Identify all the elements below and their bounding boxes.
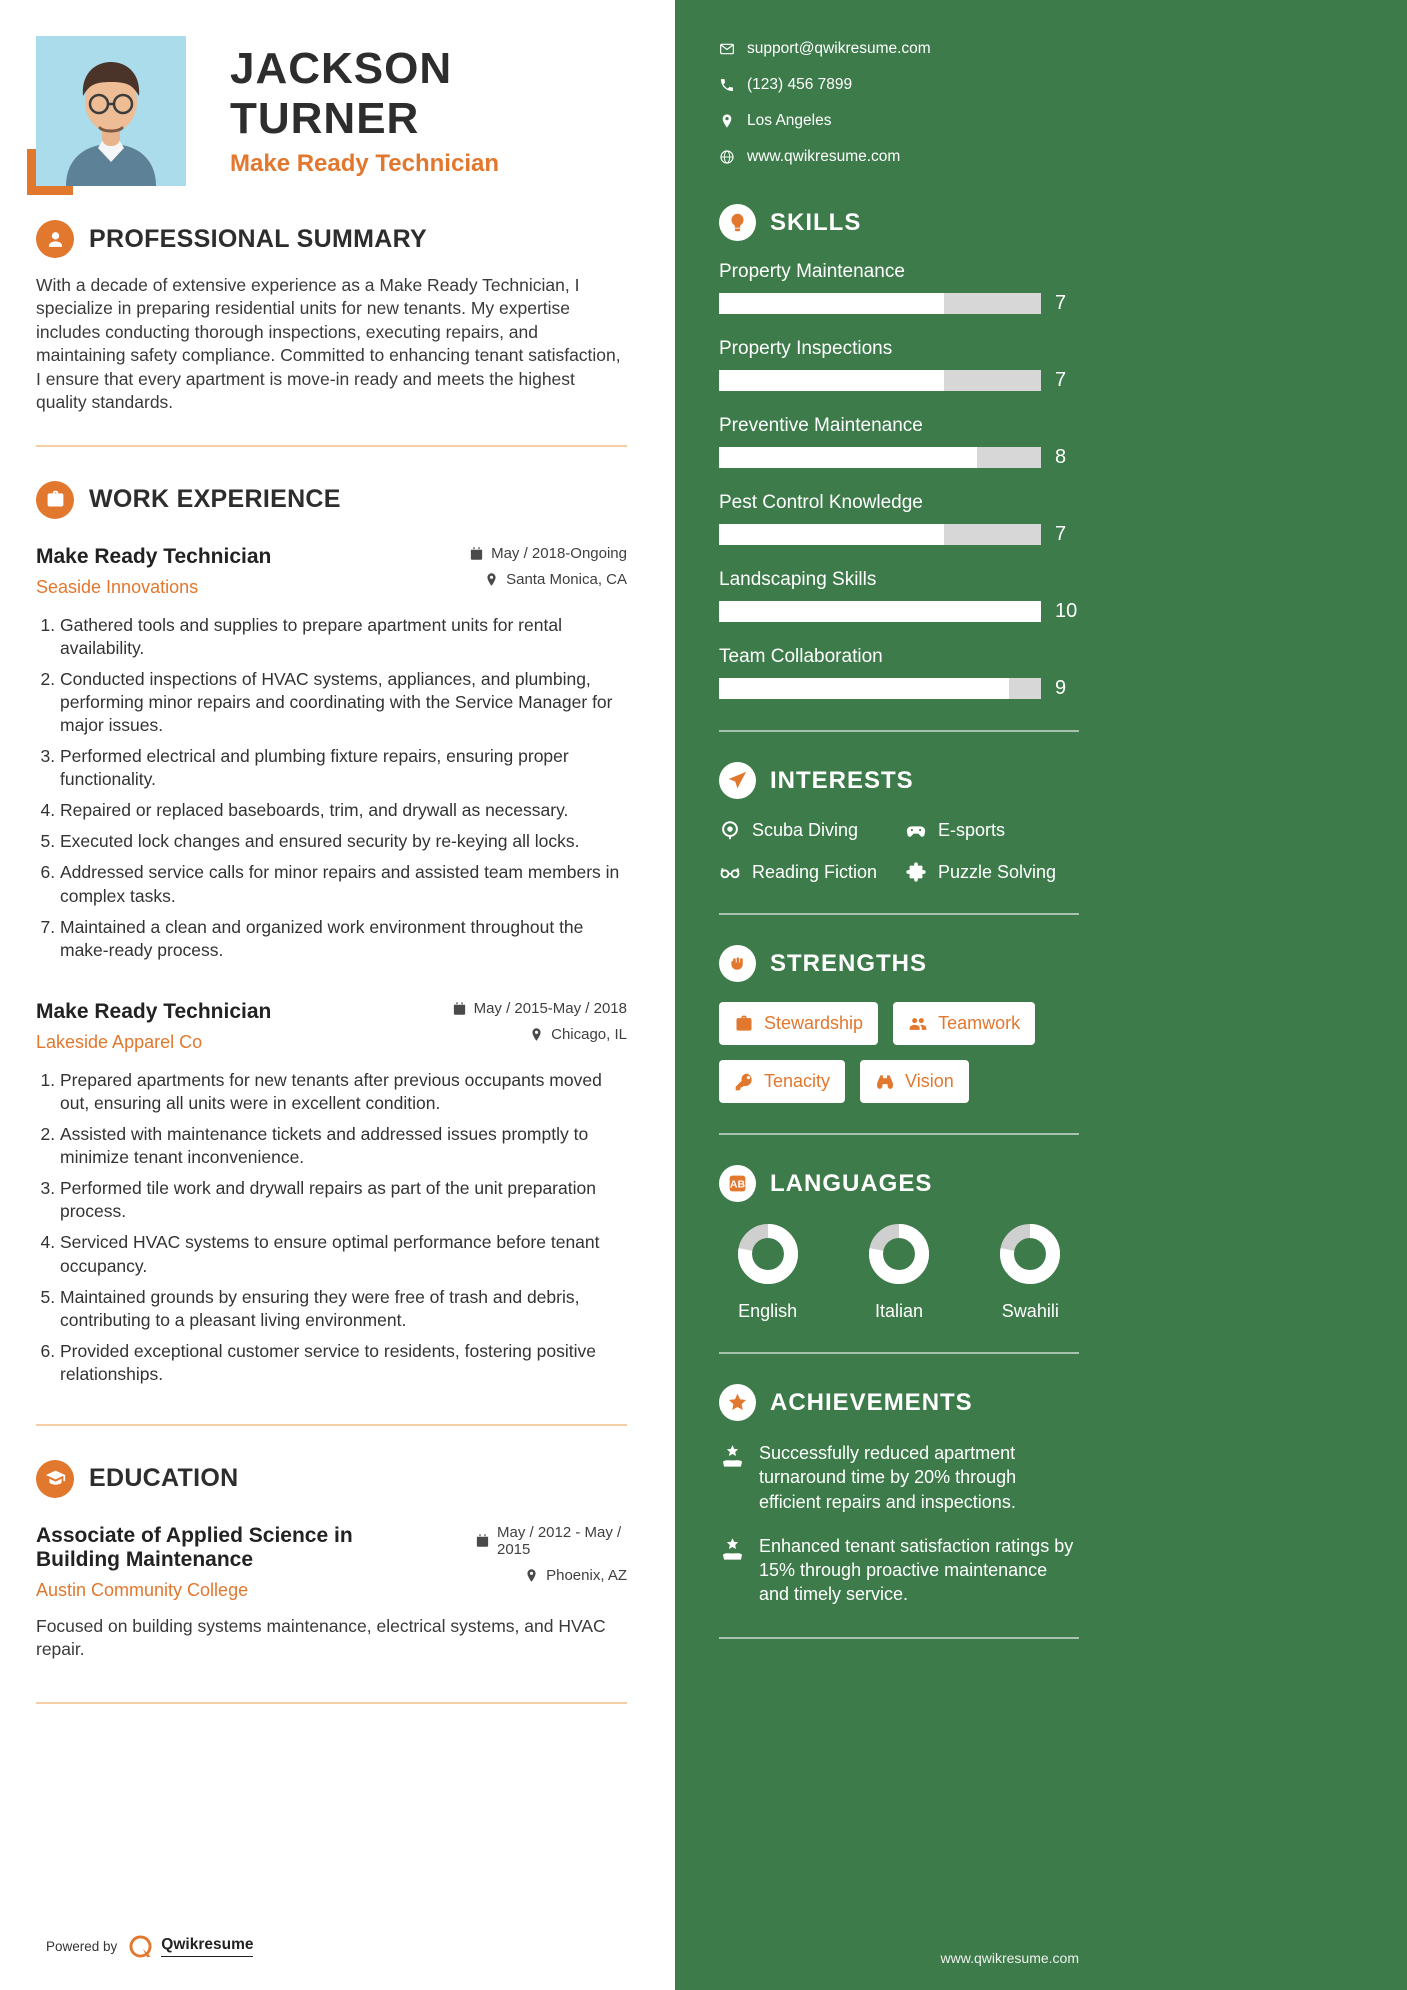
- strengths-heading: STRENGTHS: [770, 949, 928, 977]
- hand-star-icon: [719, 1536, 746, 1563]
- profile-photo-frame: [36, 36, 186, 186]
- skill-bar-row: [719, 677, 1079, 700]
- education-dates: May / 2012 - May / 2015: [497, 1523, 622, 1558]
- job-title-block: [36, 1000, 271, 1053]
- qwikresume-brand-name: Qwikresume: [161, 1936, 253, 1957]
- briefcase-icon: [36, 481, 74, 519]
- strength-label: Vision: [905, 1071, 954, 1091]
- job-bullet: 4. Repaired or replaced baseboards, trim, and drywall as necessary.: [60, 799, 627, 822]
- job-bullet: 2. Assisted with maintenance tickets and addressed issues promptly to minimize tenant inconvenience.: [60, 1123, 627, 1169]
- globe-icon: [719, 149, 735, 165]
- job-entry: [36, 545, 627, 962]
- job-entry: [36, 1000, 627, 1386]
- skill-bar: [719, 524, 1041, 545]
- people-group-icon: [908, 1014, 928, 1034]
- education-location: Phoenix, AZ: [546, 1566, 627, 1584]
- job-meta: [392, 545, 627, 597]
- calendar-icon: [469, 546, 484, 561]
- language-name: Italian: [874, 1301, 924, 1321]
- contact-location-row: [719, 112, 1079, 130]
- skill-bar-fill: [719, 293, 944, 314]
- paper-plane-icon: [719, 762, 756, 799]
- skill-bar-fill: [719, 524, 944, 545]
- job-bullet: 1. Prepared apartments for new tenants after previous occupants moved out, ensuring all units were in excellent condition.: [60, 1069, 627, 1115]
- skill-item: [719, 569, 1079, 623]
- skill-bar-row: [719, 600, 1079, 623]
- skill-item: [719, 261, 1079, 315]
- job-title: Make Ready Technician: [36, 544, 272, 568]
- achievements-heading: ACHIEVEMENTS: [770, 1388, 973, 1416]
- svg-text:AB: AB: [729, 1178, 746, 1191]
- job-header: [36, 1000, 627, 1053]
- divider: [719, 1352, 1079, 1354]
- job-bullet: 4. Serviced HVAC systems to ensure optimal performance before tenant occupancy.: [60, 1231, 627, 1277]
- envelope-icon: [719, 41, 735, 57]
- graduation-cap-icon: [36, 1460, 74, 1498]
- achievements-list: [719, 1441, 1079, 1607]
- candidate-job-title: Make Ready Technician: [230, 150, 499, 177]
- interest-label: Scuba Diving: [752, 819, 859, 840]
- work-section-header: [36, 481, 627, 519]
- divider: [719, 1637, 1079, 1639]
- education-section-header: [36, 1460, 627, 1498]
- divider: [36, 1424, 627, 1426]
- skill-bar-fill: [719, 601, 1041, 622]
- skill-bar-row: [719, 523, 1079, 546]
- sidebar-footer-website[interactable]: www.qwikresume.com: [940, 1950, 1079, 1966]
- location-pin-icon: [529, 1027, 544, 1042]
- interest-item: [905, 861, 1079, 883]
- job-header: [36, 545, 627, 598]
- hand-star-icon: [719, 1443, 746, 1470]
- contact-website-row: [719, 148, 1079, 166]
- skill-label: Property Inspections: [719, 338, 893, 359]
- skill-item: [719, 415, 1079, 469]
- achievement-text: Enhanced tenant satisfaction ratings by 15% through proactive maintenance and timely service.: [759, 1535, 1074, 1605]
- skills-heading: SKILLS: [770, 208, 862, 236]
- job-bullet: 7. Maintained a clean and organized work environment throughout the make-ready process.: [60, 916, 627, 962]
- strength-chip: [893, 1002, 1035, 1045]
- identity-text: [230, 44, 627, 178]
- location-pin-icon: [719, 113, 735, 129]
- strengths-list: [719, 1002, 1079, 1103]
- skill-item: [719, 492, 1079, 546]
- powered-by-footer: [46, 1933, 253, 1960]
- key-icon: [734, 1072, 754, 1092]
- job-bullet: 1. Gathered tools and supplies to prepare apartment units for rental availability.: [60, 614, 627, 660]
- language-donut-chart: [736, 1222, 800, 1286]
- strength-label: Tenacity: [764, 1071, 831, 1091]
- calendar-icon: [475, 1533, 490, 1548]
- person-icon: [36, 220, 74, 258]
- education-location-row: [447, 1567, 627, 1584]
- sidebar-content: [719, 40, 1079, 1639]
- divider: [719, 1133, 1079, 1135]
- contact-phone[interactable]: (123) 456 7899: [747, 76, 853, 93]
- skill-bar-fill: [719, 678, 1009, 699]
- language-item: [719, 1222, 816, 1322]
- skill-bar-row: [719, 292, 1079, 315]
- job-dates: May / 2018-Ongoing: [491, 544, 627, 562]
- skill-bar: [719, 601, 1041, 622]
- skill-value: 9: [1055, 677, 1067, 699]
- skill-label: Landscaping Skills: [719, 569, 877, 590]
- binoculars-icon: [875, 1072, 895, 1092]
- job-bullet: 3. Performed electrical and plumbing fixture repairs, ensuring proper functionality.: [60, 745, 627, 791]
- skill-bar: [719, 293, 1041, 314]
- job-bullet: 6. Addressed service calls for minor repairs and assisted team members in complex tasks.: [60, 861, 627, 907]
- achievement-text: Successfully reduced apartment turnaround time by 20% through efficient repairs and inspections.: [759, 1443, 1017, 1512]
- summary-heading: PROFESSIONAL SUMMARY: [89, 224, 427, 253]
- divider: [719, 730, 1079, 732]
- skills-list: [719, 261, 1079, 700]
- education-meta: [447, 1524, 627, 1593]
- skill-bar-fill: [719, 370, 944, 391]
- divider: [36, 1702, 627, 1704]
- skill-label: Pest Control Knowledge: [719, 492, 923, 513]
- interest-item: [905, 819, 1079, 841]
- job-company: Lakeside Apparel Co: [36, 1031, 203, 1052]
- skill-value: 7: [1055, 292, 1067, 314]
- strength-chip: [860, 1060, 969, 1103]
- skill-value: 10: [1055, 600, 1078, 622]
- job-bullet: 3. Performed tile work and drywall repairs as part of the unit preparation process.: [60, 1177, 627, 1223]
- skill-bar-row: [719, 446, 1079, 469]
- contact-website[interactable]: www.qwikresume.com: [747, 148, 901, 165]
- interest-label: Puzzle Solving: [938, 861, 1057, 882]
- puzzle-piece-icon: [905, 861, 927, 883]
- qwikresume-brand-link[interactable]: [127, 1933, 253, 1960]
- fist-icon: [719, 945, 756, 982]
- language-item: [982, 1222, 1079, 1322]
- interest-label: Reading Fiction: [752, 861, 878, 882]
- interests-list: [719, 819, 1079, 883]
- divider: [36, 445, 627, 447]
- education-description: Focused on building systems maintenance, electrical systems, and HVAC repair.: [36, 1615, 606, 1660]
- sidebar-column: [675, 0, 1407, 1990]
- candidate-name: JACKSON TURNER: [230, 44, 453, 143]
- strength-chip: [719, 1060, 845, 1103]
- powered-by-label: Powered by: [46, 1939, 118, 1954]
- briefcase-icon: [734, 1014, 754, 1034]
- language-donut-chart: [867, 1222, 931, 1286]
- phone-icon: [719, 77, 735, 93]
- contact-email-row: [719, 40, 1079, 58]
- skill-value: 7: [1055, 523, 1067, 545]
- job-location-row: [392, 1026, 627, 1043]
- contact-block: [719, 40, 1079, 166]
- skill-label: Team Collaboration: [719, 646, 883, 667]
- education-school: Austin Community College: [36, 1579, 249, 1600]
- location-pin-icon: [484, 572, 499, 587]
- star-icon: [719, 1384, 756, 1421]
- skill-label: Preventive Maintenance: [719, 415, 923, 436]
- job-bullet: 5. Maintained grounds by ensuring they were free of trash and debris, contributing to a pleasant living environment.: [60, 1286, 627, 1332]
- job-bullet: 2. Conducted inspections of HVAC systems, appliances, and plumbing, performing minor repairs and coordinating with the Service Manager for major issues.: [60, 668, 627, 737]
- language-name: Swahili: [1001, 1301, 1059, 1321]
- skills-section-header: [719, 204, 1079, 241]
- interest-item: [719, 861, 905, 883]
- contact-phone-row: [719, 76, 1079, 94]
- education-dates-row: [447, 1524, 627, 1558]
- job-location: Chicago, IL: [551, 1025, 627, 1043]
- language-name: English: [738, 1301, 798, 1321]
- skill-bar-fill: [719, 447, 977, 468]
- job-bullet: 5. Executed lock changes and ensured security by re-keying all locks.: [60, 830, 627, 853]
- contact-email[interactable]: support@qwikresume.com: [747, 40, 931, 57]
- achievement-item: [719, 1441, 1079, 1514]
- education-heading: EDUCATION: [89, 1464, 239, 1493]
- diving-mask-icon: [719, 819, 741, 841]
- strengths-section-header: [719, 945, 1079, 982]
- summary-text: With a decade of extensive experience as a Make Ready Technician, I specialize in preparing residential units for new tenants. My expertise includes conducting thorough inspections, executing repairs, and maintaining safety compliance. Committed to enhancing tenant satisfaction, I ensure that every apartment is move-in ready and meets the highest quality standards.: [36, 275, 621, 413]
- achievement-item: [719, 1534, 1079, 1607]
- skill-item: [719, 338, 1079, 392]
- job-dates: May / 2015-May / 2018: [473, 999, 627, 1017]
- game-controller-icon: [905, 819, 927, 841]
- calendar-icon: [452, 1001, 467, 1016]
- strength-label: Teamwork: [938, 1013, 1021, 1033]
- job-bullet-list: [36, 614, 627, 962]
- strength-label: Stewardship: [764, 1013, 864, 1033]
- job-title: Make Ready Technician: [36, 999, 272, 1023]
- interests-heading: INTERESTS: [770, 766, 914, 794]
- job-meta: [392, 1000, 627, 1052]
- interest-label: E-sports: [938, 819, 1006, 840]
- lightbulb-icon: [719, 204, 756, 241]
- skill-value: 8: [1055, 446, 1067, 468]
- languages-heading: LANGUAGES: [770, 1169, 933, 1197]
- identity-header: [36, 36, 627, 186]
- skill-label: Property Maintenance: [719, 261, 905, 282]
- education-entry: [36, 1524, 627, 1662]
- education-title-block: [36, 1524, 436, 1601]
- languages-list: [719, 1222, 1079, 1322]
- skill-bar: [719, 370, 1041, 391]
- job-dates-row: [392, 545, 627, 562]
- location-pin-icon: [524, 1568, 539, 1583]
- main-column: [0, 0, 675, 1990]
- profile-photo: [36, 36, 186, 186]
- language-item: [850, 1222, 947, 1322]
- job-dates-row: [392, 1000, 627, 1017]
- education-degree: Associate of Applied Science in Building Maintenance: [36, 1523, 353, 1571]
- skill-value: 7: [1055, 369, 1067, 391]
- education-header: [36, 1524, 627, 1601]
- reading-glasses-icon: [719, 861, 741, 883]
- languages-section-header: [719, 1165, 1079, 1202]
- qwikresume-logo-icon: [127, 1933, 154, 1960]
- translation-icon: [719, 1165, 756, 1202]
- language-donut-chart: [998, 1222, 1062, 1286]
- skill-bar: [719, 678, 1041, 699]
- skill-bar-row: [719, 369, 1079, 392]
- job-company: Seaside Innovations: [36, 576, 199, 597]
- achievements-section-header: [719, 1384, 1079, 1421]
- job-location-row: [392, 571, 627, 588]
- summary-section-header: [36, 220, 627, 258]
- job-title-block: [36, 545, 271, 598]
- skill-bar: [719, 447, 1041, 468]
- job-location: Santa Monica, CA: [506, 570, 627, 588]
- job-bullet-list: [36, 1069, 627, 1386]
- work-heading: WORK EXPERIENCE: [89, 485, 341, 514]
- strength-chip: [719, 1002, 878, 1045]
- skill-item: [719, 646, 1079, 700]
- interests-section-header: [719, 762, 1079, 799]
- interest-item: [719, 819, 905, 841]
- divider: [719, 913, 1079, 915]
- job-bullet: 6. Provided exceptional customer service to residents, fostering positive relationships.: [60, 1340, 627, 1386]
- contact-location: Los Angeles: [747, 112, 832, 129]
